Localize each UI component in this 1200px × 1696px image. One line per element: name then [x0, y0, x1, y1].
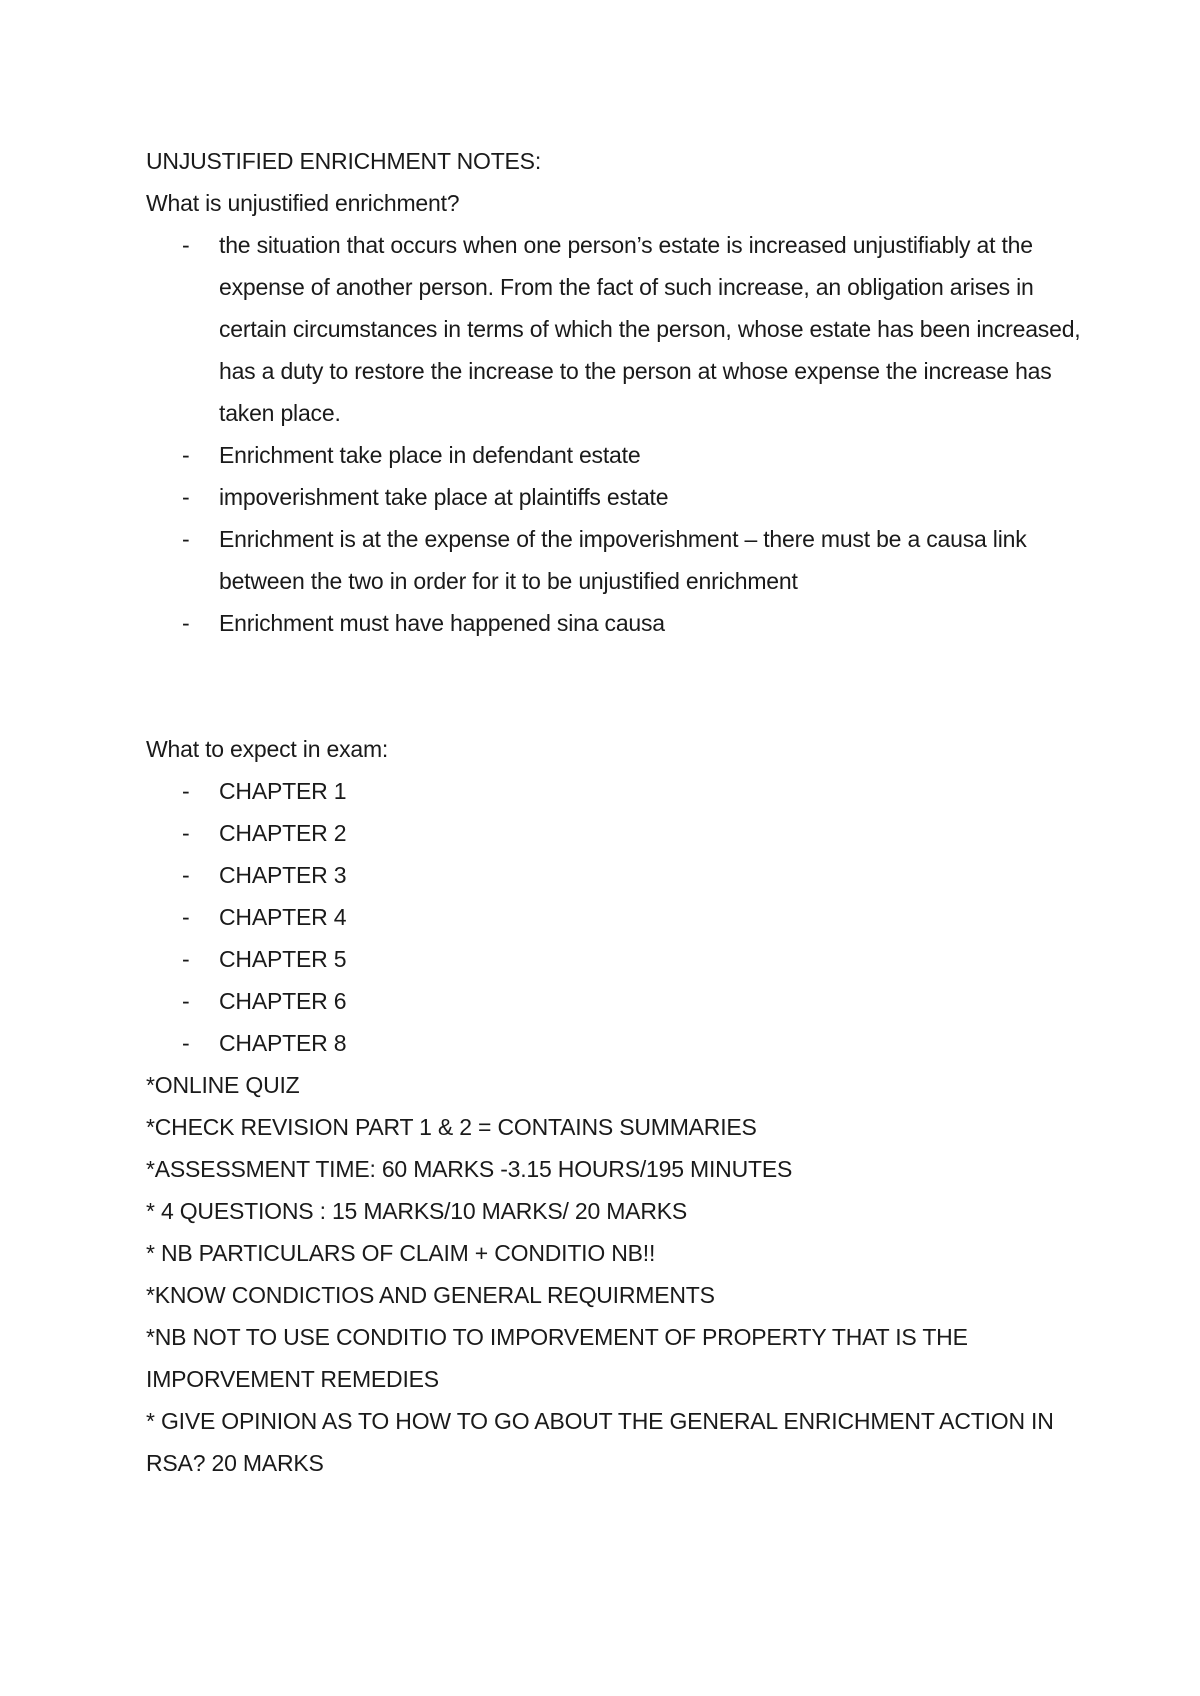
dash-bullet: - [182, 778, 190, 804]
dash-bullet: - [182, 526, 190, 552]
dash-bullet: - [182, 946, 190, 972]
note-line: *ONLINE QUIZ [146, 1072, 300, 1098]
list-item: - Enrichment must have happened sina causa [146, 602, 1086, 644]
note-line: * NB PARTICULARS OF CLAIM + CONDITIO NB!! [146, 1240, 656, 1266]
dash-bullet: - [182, 988, 190, 1014]
note-line: *KNOW CONDICTIOS AND GENERAL REQUIRMENTS [146, 1282, 715, 1308]
note-line: *NB NOT TO USE CONDITIO TO IMPORVEMENT OF PROPERTY THAT IS THE IMPORVEMENT REMEDIES [146, 1324, 968, 1392]
exam-heading: What to expect in exam: [146, 736, 389, 762]
list-item: - CHAPTER 6 [146, 980, 1086, 1022]
list-item: - CHAPTER 3 [146, 854, 1086, 896]
note-line: * GIVE OPINION AS TO HOW TO GO ABOUT THE GENERAL ENRICHMENT ACTION IN RSA? 20 MARKS [146, 1408, 1054, 1476]
note-line: *ASSESSMENT TIME: 60 MARKS -3.15 HOURS/195 MINUTES [146, 1156, 793, 1182]
document-title: UNJUSTIFIED ENRICHMENT NOTES: [146, 148, 542, 174]
section-spacer [146, 644, 1086, 728]
list-item: - CHAPTER 5 [146, 938, 1086, 980]
question-heading: What is unjustified enrichment? [146, 190, 460, 216]
note-line: * 4 QUESTIONS : 15 MARKS/10 MARKS/ 20 MARKS [146, 1198, 688, 1224]
list-item: - the situation that occurs when one person’s estate is increased unjustifiably at the expense of another person. From the fact of such increase, an obligation arises in certain circumstances in terms of which the person, whose estate has been increased, has a duty to restore the increase to the person at whose expense the increase has taken place. [146, 224, 1086, 434]
dash-bullet: - [182, 442, 190, 468]
dash-bullet: - [182, 904, 190, 930]
list-item: - CHAPTER 8 [146, 1022, 1086, 1064]
note-line: *CHECK REVISION PART 1 & 2 = CONTAINS SUMMARIES [146, 1114, 757, 1140]
dash-bullet: - [182, 484, 190, 510]
list-item: - CHAPTER 4 [146, 896, 1086, 938]
list-item: - Enrichment take place in defendant estate [146, 434, 1086, 476]
dash-bullet: - [182, 232, 190, 258]
dash-bullet: - [182, 1030, 190, 1056]
list-item: - CHAPTER 2 [146, 812, 1086, 854]
chapter-list [146, 770, 1086, 1064]
dash-bullet: - [182, 862, 190, 888]
list-item: - impoverishment take place at plaintiffs estate [146, 476, 1086, 518]
dash-bullet: - [182, 820, 190, 846]
list-item: - Enrichment is at the expense of the impoverishment – there must be a causa link between the two in order for it to be unjustified enrichment [146, 518, 1086, 602]
list-item: - CHAPTER 1 [146, 770, 1086, 812]
document-body [146, 140, 1086, 1484]
definition-list [146, 224, 1086, 644]
dash-bullet: - [182, 610, 190, 636]
